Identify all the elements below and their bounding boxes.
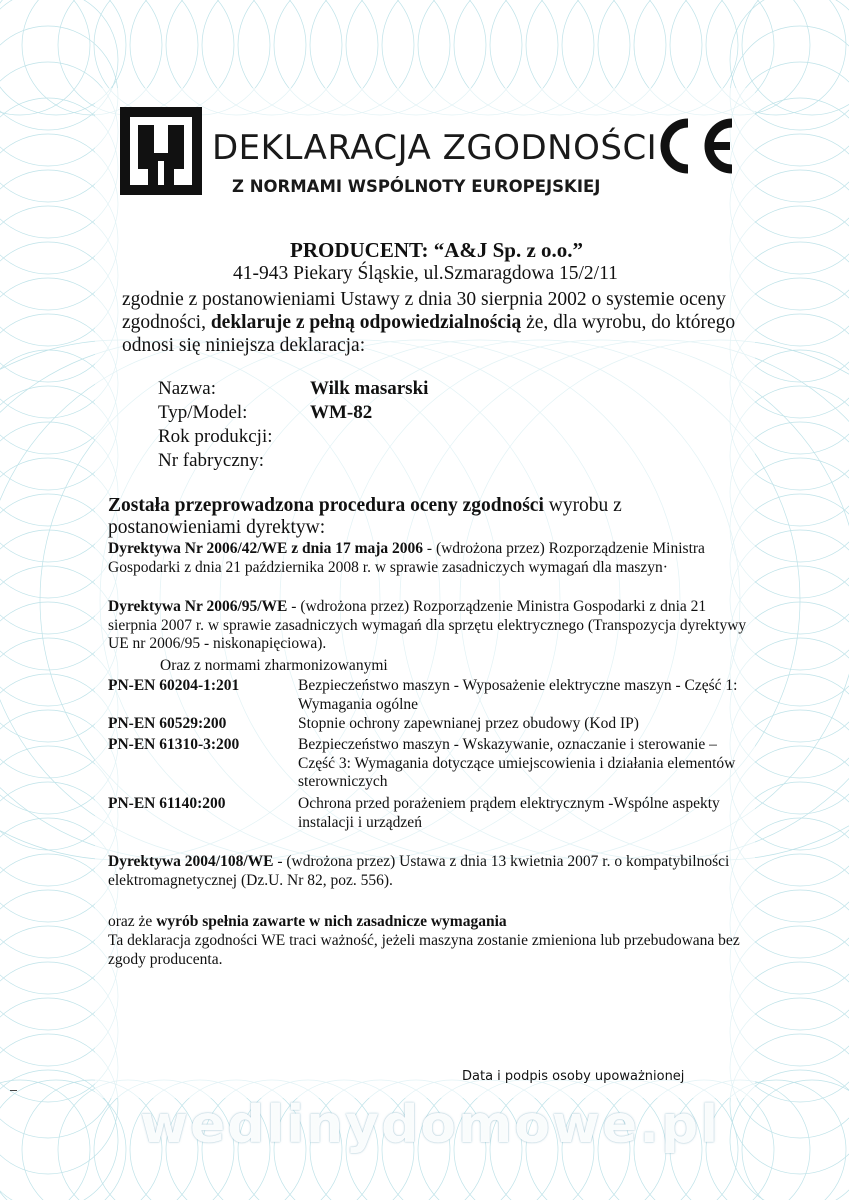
intro-text-2: że, dla wyrobu, do którego odnosi się niniejsza deklaracja: [122,312,736,356]
ce-mark-icon [658,117,738,175]
company-monogram-logo [120,107,202,195]
directive-machinery-id: Dyrektywa Nr 2006/42/WE z dnia 17 maja 2006 [108,540,424,557]
product-name-value: Wilk masarski [310,378,429,399]
directive-machinery [108,540,748,577]
standard-code: PN-EN 60204-1:201 [108,677,240,694]
validity-note: Ta deklaracja zgodności WE traci ważność, jeżeli maszyna zostanie zmieniona lub przebudowana bez zgody producenta. [108,932,740,968]
harmonized-standards-label: Oraz z normami zharmonizowanymi [160,657,388,674]
declaration-intro [122,288,742,357]
directive-machinery-text: - (wdrożona przez) Rozporządzenie Ministra Gospodarki z dnia 21 października 2008 r. w sprawie zasadniczych wymagań dla maszyn· [108,540,705,576]
closing-statement [108,912,748,969]
directive-emc-id: Dyrektywa 2004/108/WE [108,853,274,870]
intro-text-bold: deklaruje z pełną odpowiedzialnością [210,312,522,333]
margin-mark [10,1090,17,1091]
standard-code: PN-EN 61140:200 [108,795,226,812]
standard-code: PN-EN 61310-3:200 [108,736,240,753]
product-serial-label: Nr fabryczny: [158,450,265,471]
requirements-line [108,912,748,931]
producer-line: PRODUCENT: “A&J Sp. z o.o.” [290,238,584,262]
closing-bold: wyrób spełnia zawarte w nich zasadnicze wymagania [156,913,507,930]
intro-text-1: zgodnie z postanowieniami Ustawy z dnia 30 sierpnia 2002 o systemie oceny zgodności, [122,289,726,333]
product-type-value: WM-82 [310,402,373,423]
producer-address: 41-943 Piekary Śląskie, ul.Szmaragdowa 15/2/11 [233,263,618,284]
directive-low-voltage-id: Dyrektywa Nr 2006/95/WE [108,598,288,615]
standard-description: Bezpieczeństwo maszyn - Wskazywanie, oznaczanie i sterowanie – Część 3: Wymagania dotyczące umiejscowienia i działania elementów sterowniczych [298,736,736,790]
procedure-statement [108,495,748,539]
closing-prefix: oraz że [108,913,157,930]
directive-emc-text: - (wdrożona przez) Ustawa z dnia 13 kwietnia 2007 r. o kompatybilności elektromagnetycznej (Dz.U. Nr 82, poz. 556). [108,853,730,889]
standard-description: Stopnie ochrony zapewnianej przez obudowy (Kod IP) [298,715,639,732]
product-type-label: Typ/Model: [158,402,248,423]
standard-code: PN-EN 60529:200 [108,715,227,732]
product-year-label: Rok produkcji: [158,426,273,447]
product-name-label: Nazwa: [158,378,217,399]
standard-description: Ochrona przed porażeniem prądem elektrycznym -Wspólne aspekty instalacji i urządzeń [298,795,720,831]
directive-low-voltage-text: - (wdrożona przez) Rozporządzenie Ministra Gospodarki z dnia 21 sierpnia 2007 r. w sprawie zasadniczych wymagań dla sprzętu elektrycznego (Transpozycja dyrektywy UE nr 2006/95 - niskonapięciowa). [108,598,747,652]
procedure-bold: Została przeprowadzona procedura oceny zgodności [108,495,544,516]
directive-emc [108,853,748,890]
document-subtitle: Z NORMAMI WSPÓLNOTY EUROPEJSKIEJ [232,177,601,196]
watermark-text: wedlinydomowe.pl [139,1095,721,1155]
procedure-rest: wyrobu z postanowieniami dyrektyw: [108,495,622,538]
standard-description: Bezpieczeństwo maszyn - Wyposażenie elektryczne maszyn - Część 1: Wymagania ogólne [298,677,738,713]
signature-label: Data i podpis osoby upoważnionej [462,1069,685,1084]
document-title: DEKLARACJA ZGODNOŚCI [212,128,658,168]
directive-low-voltage [108,598,748,654]
